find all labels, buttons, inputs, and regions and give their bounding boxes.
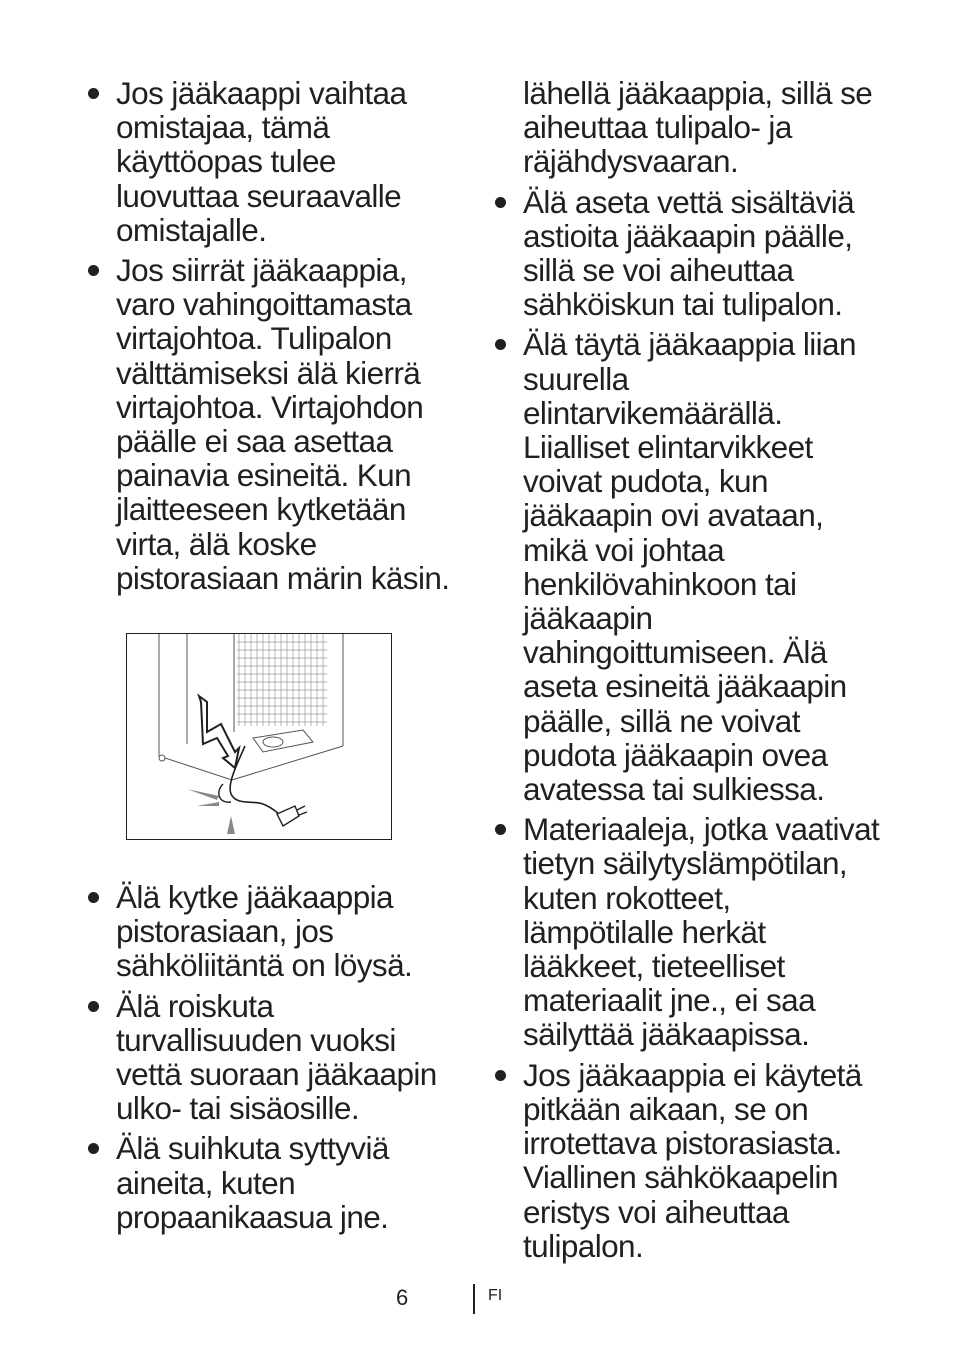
list-item-text: Älä aseta vettä sisältäviä astioita jääkaapin päälle, sillä se voi aiheuttaa sähköiskun tai tulipalon. [523,183,855,323]
refrigerator-back-illustration [127,634,391,839]
list-item [84,880,464,983]
power-plug-icon [277,806,307,826]
left-column-lower [84,880,464,1240]
bullet-icon [88,1001,99,1012]
list-item-text: Jos jääkaappia ei käytetä pitkään aikaan, se on irrotettava pistorasiasta. Viallinen sähkökaapelin eristys voi aiheuttaa tulipalon. [523,1056,862,1264]
safety-list-left-bottom [84,880,464,1234]
bullet-icon [88,1143,99,1154]
bullet-icon [495,1070,506,1081]
list-item [491,812,881,1051]
footer-divider [473,1284,475,1314]
list-item [84,76,464,247]
bullet-icon [88,265,99,276]
bullet-icon [495,197,506,208]
list-item [84,253,464,595]
list-item-text: Jos jääkaappi vaihtaa omistajaa, tämä käyttöopas tulee luovuttaa seuraavalle omistajalle. [116,75,407,248]
list-item [491,185,881,322]
bullet-icon [88,88,99,99]
list-item-text: Älä kytke jääkaappia pistorasiaan, jos sähköliitäntä on löysä. [116,879,413,984]
list-item-text: Materiaaleja, jotka vaativat tietyn säilytyslämpötilan, kuten rokotteet, lämpötilalle herkät lääkkeet, tieteelliset materiaalit jne., ei saa säilyttää jääkaapissa. [523,811,880,1053]
safety-list-right [491,185,881,1263]
left-column [84,76,464,601]
bullet-icon [88,892,99,903]
safety-list-left-top [84,76,464,595]
bullet-icon [495,824,506,835]
list-item-text: Älä suihkuta syttyviä aineita, kuten propaanikaasua jne. [116,1130,389,1235]
right-column [491,76,881,1269]
list-item [491,1058,881,1263]
fridge-cord-illustration [126,633,392,840]
list-item-text: Älä täytä jääkaappia liian suurella elintarvikemäärällä. Liialliset elintarvikkeet voivat pudota, kun jääkaapin ovi avataan, mikä voi johtaa henkilövahinkoon tai jääkaapin vahingoittumiseen. Älä aseta esineitä jääkaapin päälle, sillä ne voivat pudota jääkaapin ovea avatessa tai sulkiessa. [523,326,856,808]
list-item-text: Jos siirrät jääkaappia, varo vahingoittamasta virtajohtoa. Tulipalon välttämiseksi älä kierrä virtajohtoa. Virtajohdon päälle ei saa asettaa painavia esineitä. Kun jlaitteeseen kytketään virta, älä koske pistorasiaan märin käsin. [116,252,450,596]
page-number: 6 [396,1285,409,1310]
lightning-bolt-icon [199,696,239,768]
list-item [84,1131,464,1234]
list-item [491,327,881,806]
list-item-text: Älä roiskuta turvallisuuden vuoksi vettä suoraan jääkaapin ulko- tai sisäosille. [116,987,437,1127]
continued-text: lähellä jääkaappia, sillä se aiheuttaa tulipalo- ja räjähdysvaaran. [523,75,873,180]
bullet-icon [495,339,506,350]
list-item [84,989,464,1126]
language-code: FI [488,1287,503,1304]
